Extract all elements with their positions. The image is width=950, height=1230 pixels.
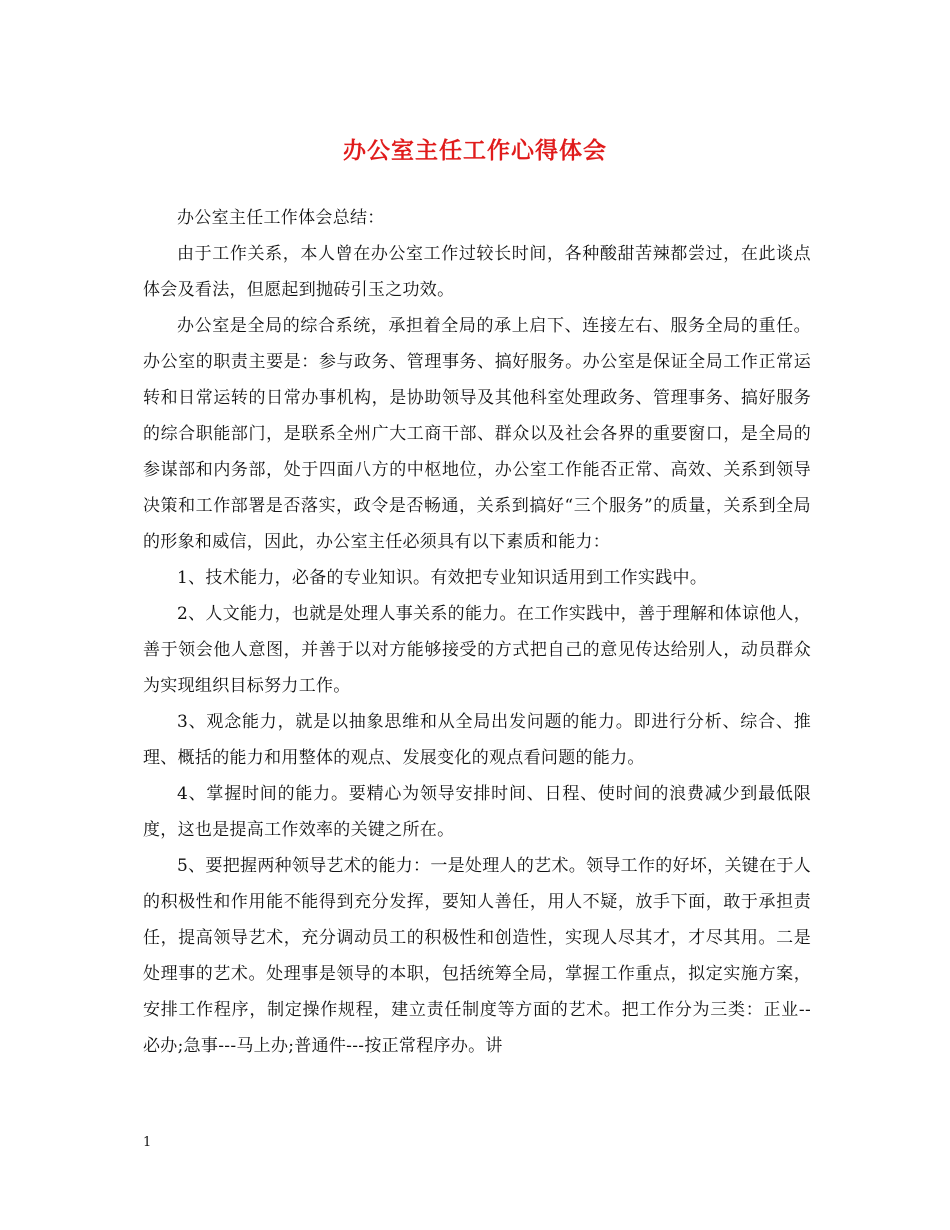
paragraph-ability-2: 2、人文能力，也就是处理人事关系的能力。在工作实践中，善于理解和体谅他人，善于领会他人意图，并善于以对方能够接受的方式把自己的意见传达给别人，动员群众为实现组织目标努力工作。 <box>143 604 811 696</box>
paragraph-intro: 由于工作关系，本人曾在办公室工作过较长时间，各种酸甜苦辣都尝过，在此谈点体会及看法，但愿起到抛砖引玉之功效。 <box>143 244 811 300</box>
paragraph-office-role: 办公室是全局的综合系统，承担着全局的承上启下、连接左右、服务全局的重任。办公室的职责主要是：参与政务、管理事务、搞好服务。办公室是保证全局工作正常运转和日常运转的日常办事机构，是协助领导及其他科室处理政务、管理事务、搞好服务的综合职能部门，是联系全州广大工商干部、群众以及社会各界的重要窗口，是全局的参谋部和内务部，处于四面八方的中枢地位，办公室工作能否正常、高效、关系到领导决策和工作部署是否落实，政令是否畅通，关系到搞好“三个服务”的质量，关系到全局的形象和威信，因此，办公室主任必须具有以下素质和能力： <box>143 316 811 552</box>
paragraph-ability-4: 4、掌握时间的能力。要精心为领导安排时间、日程、使时间的浪费减少到最低限度，这也是提高工作效率的关键之所在。 <box>143 784 811 840</box>
page-number: 1 <box>143 1135 152 1150</box>
paragraph-ability-1: 1、技术能力，必备的专业知识。有效把专业知识适用到工作实践中。 <box>177 568 708 588</box>
paragraph-ability-5: 5、要把握两种领导艺术的能力：一是处理人的艺术。领导工作的好坏，关键在于人的积极性和作用能不能得到充分发挥，要知人善任，用人不疑，放手下面，敢于承担责任，提高领导艺术，充分调动员工的积极性和创造性，实现人尽其才，才尽其用。二是处理事的艺术。处理事是领导的本职，包括统筹全局，掌握工作重点，拟定实施方案，安排工作程序，制定操作规程，建立责任制度等方面的艺术。把工作分为三类：正业--必办;急事---马上办;普通件---按正常程序办。讲 <box>143 856 811 1056</box>
document-body <box>143 200 811 1064</box>
paragraph-ability-3: 3、观念能力，就是以抽象思维和从全局出发问题的能力。即进行分析、综合、推理、概括的能力和用整体的观点、发展变化的观点看问题的能力。 <box>143 712 811 768</box>
document-title: 办公室主任工作心得体会 <box>343 137 607 164</box>
paragraph-summary-heading: 办公室主任工作体会总结： <box>177 208 385 228</box>
